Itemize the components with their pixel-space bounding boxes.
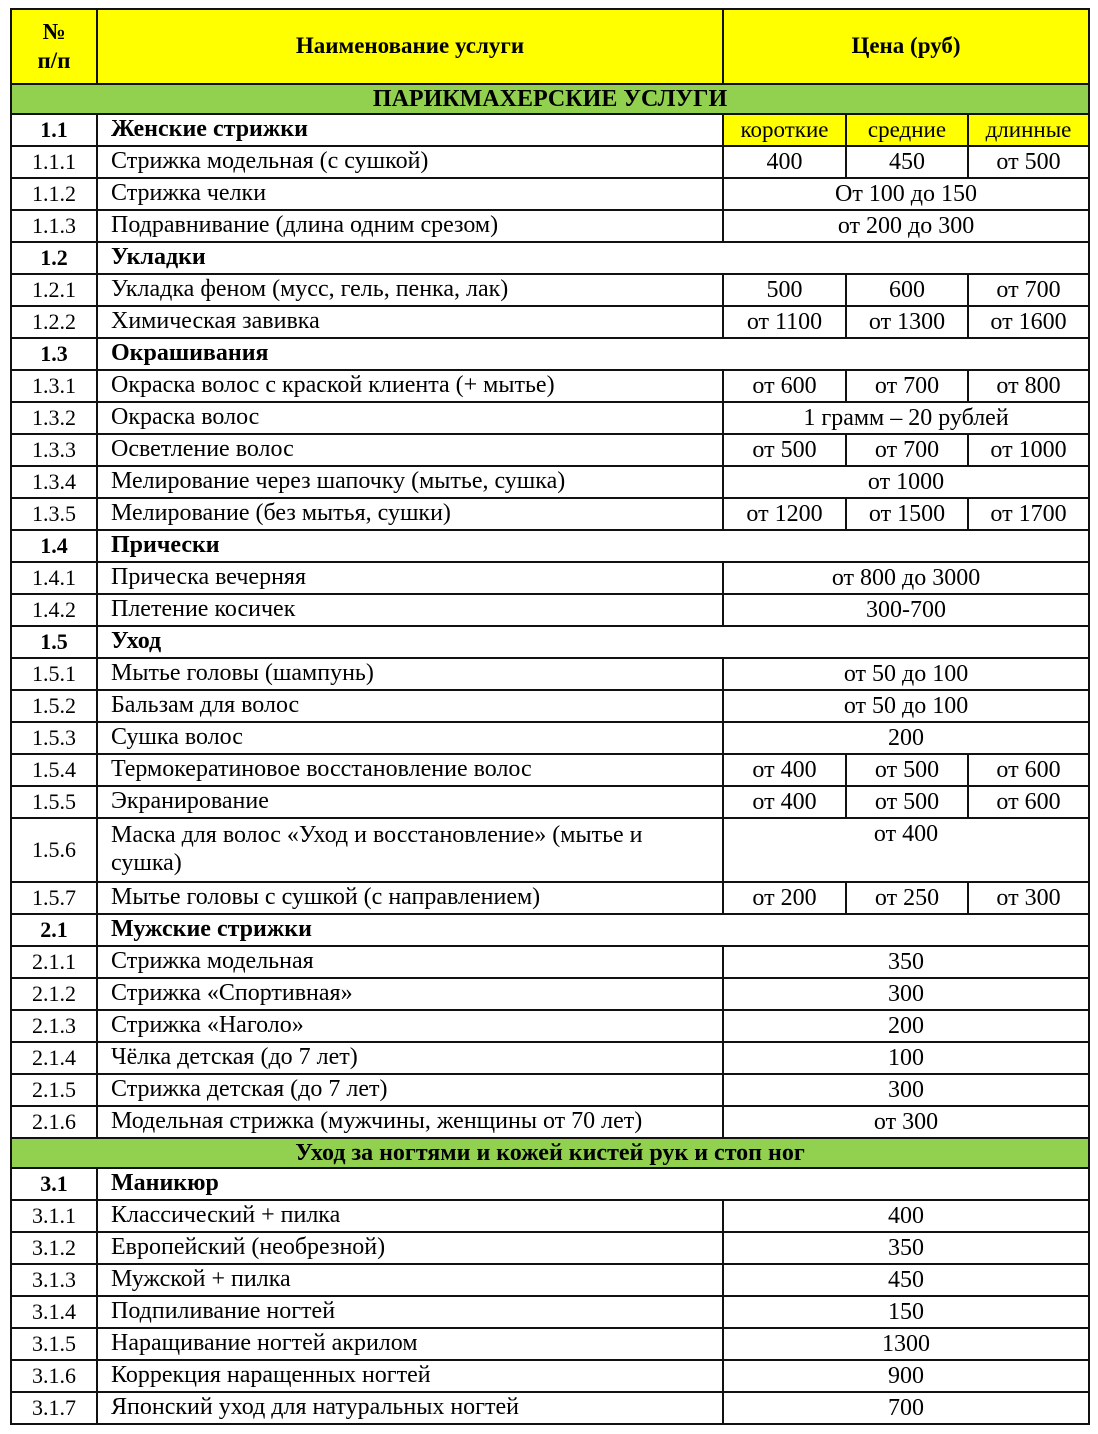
category-row xyxy=(11,1168,1089,1200)
header-num-bottom: п/п xyxy=(37,47,71,73)
price-cell: от 1000 xyxy=(968,434,1089,466)
row-num: 3.1.7 xyxy=(11,1392,97,1424)
hair-length-subheader: средние xyxy=(846,114,968,146)
service-row xyxy=(11,658,1089,690)
service-row xyxy=(11,1200,1089,1232)
price-cell: от 500 xyxy=(723,434,846,466)
service-row xyxy=(11,882,1089,914)
hair-length-subheader: короткие xyxy=(723,114,846,146)
service-name: Модельная стрижка (мужчины, женщины от 70 лет) xyxy=(97,1106,723,1138)
service-name: Химическая завивка xyxy=(97,306,723,338)
row-num: 3.1.1 xyxy=(11,1200,97,1232)
price-cell: от 1300 xyxy=(846,306,968,338)
price-cell: от 400 xyxy=(723,818,1089,882)
category-name: Женские стрижки xyxy=(97,114,723,146)
price-cell: от 500 xyxy=(846,754,968,786)
price-cell: от 250 xyxy=(846,882,968,914)
service-row xyxy=(11,1392,1089,1424)
section-header: Уход за ногтями и кожей кистей рук и стоп ног xyxy=(11,1138,1089,1168)
price-cell: от 300 xyxy=(723,1106,1089,1138)
service-row xyxy=(11,1360,1089,1392)
row-num: 3.1.3 xyxy=(11,1264,97,1296)
service-name: Чёлка детская (до 7 лет) xyxy=(97,1042,723,1074)
service-name: Окраска волос с краской клиента (+ мытье) xyxy=(97,370,723,402)
row-num: 2.1.5 xyxy=(11,1074,97,1106)
category-name: Мужские стрижки xyxy=(97,914,1089,946)
price-cell: от 500 xyxy=(968,146,1089,178)
row-num: 2.1.1 xyxy=(11,946,97,978)
price-cell: 500 xyxy=(723,274,846,306)
row-num: 1.2 xyxy=(11,242,97,274)
price-cell: 300 xyxy=(723,1074,1089,1106)
price-cell: от 1600 xyxy=(968,306,1089,338)
category-name: Окрашивания xyxy=(97,338,1089,370)
service-row xyxy=(11,978,1089,1010)
price-cell: от 500 xyxy=(846,786,968,818)
service-row xyxy=(11,210,1089,242)
header-row xyxy=(11,9,1089,84)
hair-length-subheader: длинные xyxy=(968,114,1089,146)
category-row xyxy=(11,914,1089,946)
price-cell: 600 xyxy=(846,274,968,306)
price-cell: 1300 xyxy=(723,1328,1089,1360)
price-cell: 700 xyxy=(723,1392,1089,1424)
service-row xyxy=(11,306,1089,338)
service-name: Стрижка детская (до 7 лет) xyxy=(97,1074,723,1106)
price-cell: 400 xyxy=(723,146,846,178)
service-name: Стрижка «Наголо» xyxy=(97,1010,723,1042)
service-name: Мелирование через шапочку (мытье, сушка) xyxy=(97,466,723,498)
service-name: Мелирование (без мытья, сушки) xyxy=(97,498,723,530)
service-name: Термокератиновое восстановление волос xyxy=(97,754,723,786)
row-num: 1.3 xyxy=(11,338,97,370)
section-header: ПАРИКМАХЕРСКИЕ УСЛУГИ xyxy=(11,84,1089,114)
row-num: 1.3.1 xyxy=(11,370,97,402)
price-cell: 300-700 xyxy=(723,594,1089,626)
row-num: 2.1 xyxy=(11,914,97,946)
service-row xyxy=(11,594,1089,626)
row-num: 1.3.4 xyxy=(11,466,97,498)
price-cell: 200 xyxy=(723,1010,1089,1042)
service-name: Наращивание ногтей акрилом xyxy=(97,1328,723,1360)
price-cell: 900 xyxy=(723,1360,1089,1392)
service-row xyxy=(11,1232,1089,1264)
price-cell: от 600 xyxy=(723,370,846,402)
section-row xyxy=(11,84,1089,114)
price-cell: от 1700 xyxy=(968,498,1089,530)
service-row xyxy=(11,274,1089,306)
price-cell: от 800 до 3000 xyxy=(723,562,1089,594)
service-row xyxy=(11,1264,1089,1296)
price-cell: 100 xyxy=(723,1042,1089,1074)
price-table xyxy=(10,8,1090,1425)
row-num: 1.4.1 xyxy=(11,562,97,594)
price-cell: 150 xyxy=(723,1296,1089,1328)
row-num: 1.5 xyxy=(11,626,97,658)
category-row xyxy=(11,114,1089,146)
row-num: 1.4 xyxy=(11,530,97,562)
price-cell: 1 грамм – 20 рублей xyxy=(723,402,1089,434)
row-num: 3.1.2 xyxy=(11,1232,97,1264)
row-num: 1.5.1 xyxy=(11,658,97,690)
service-name: Мытье головы (шампунь) xyxy=(97,658,723,690)
header-price: Цена (руб) xyxy=(723,9,1089,84)
price-cell: от 1100 xyxy=(723,306,846,338)
category-name: Уход xyxy=(97,626,1089,658)
price-cell: от 700 xyxy=(968,274,1089,306)
service-row xyxy=(11,1010,1089,1042)
row-num: 1.5.4 xyxy=(11,754,97,786)
service-name: Подпиливание ногтей xyxy=(97,1296,723,1328)
row-num: 1.1 xyxy=(11,114,97,146)
price-table-body xyxy=(11,84,1089,1424)
row-num: 3.1.4 xyxy=(11,1296,97,1328)
category-name: Укладки xyxy=(97,242,1089,274)
price-cell: 450 xyxy=(846,146,968,178)
service-name: Стрижка «Спортивная» xyxy=(97,978,723,1010)
row-num: 2.1.3 xyxy=(11,1010,97,1042)
service-name: Стрижка челки xyxy=(97,178,723,210)
row-num: 1.3.3 xyxy=(11,434,97,466)
row-num: 2.1.6 xyxy=(11,1106,97,1138)
service-name: Стрижка модельная xyxy=(97,946,723,978)
service-name: Подравнивание (длина одним срезом) xyxy=(97,210,723,242)
price-cell: от 600 xyxy=(968,754,1089,786)
category-name: Прически xyxy=(97,530,1089,562)
price-cell: 450 xyxy=(723,1264,1089,1296)
header-num xyxy=(11,9,97,84)
row-num: 1.2.1 xyxy=(11,274,97,306)
service-name: Стрижка модельная (с сушкой) xyxy=(97,146,723,178)
service-name: Мытье головы с сушкой (с направлением) xyxy=(97,882,723,914)
price-cell: от 600 xyxy=(968,786,1089,818)
service-row xyxy=(11,466,1089,498)
service-row xyxy=(11,434,1089,466)
price-cell: от 1000 xyxy=(723,466,1089,498)
service-name: Укладка феном (мусс, гель, пенка, лак) xyxy=(97,274,723,306)
row-num: 1.1.1 xyxy=(11,146,97,178)
row-num: 2.1.4 xyxy=(11,1042,97,1074)
service-row xyxy=(11,402,1089,434)
price-cell: от 700 xyxy=(846,370,968,402)
price-cell: от 50 до 100 xyxy=(723,658,1089,690)
header-service-name: Наименование услуги xyxy=(97,9,723,84)
price-cell: от 1200 xyxy=(723,498,846,530)
service-name: Маска для волос «Уход и восстановление» (мытье и сушка) xyxy=(97,818,723,882)
service-row xyxy=(11,1042,1089,1074)
row-num: 1.2.2 xyxy=(11,306,97,338)
service-row xyxy=(11,146,1089,178)
service-row xyxy=(11,754,1089,786)
service-name: Бальзам для волос xyxy=(97,690,723,722)
price-cell: от 400 xyxy=(723,786,846,818)
price-cell: от 400 xyxy=(723,754,846,786)
row-num: 1.1.2 xyxy=(11,178,97,210)
service-row xyxy=(11,818,1089,882)
row-num: 1.3.5 xyxy=(11,498,97,530)
header-num-top: № xyxy=(42,18,66,44)
price-cell: от 200 xyxy=(723,882,846,914)
price-cell: от 700 xyxy=(846,434,968,466)
service-name: Окраска волос xyxy=(97,402,723,434)
service-name: Плетение косичек xyxy=(97,594,723,626)
price-cell: от 300 xyxy=(968,882,1089,914)
row-num: 2.1.2 xyxy=(11,978,97,1010)
service-row xyxy=(11,1328,1089,1360)
price-cell: от 1500 xyxy=(846,498,968,530)
price-cell: 200 xyxy=(723,722,1089,754)
service-row xyxy=(11,722,1089,754)
category-row xyxy=(11,626,1089,658)
row-num: 3.1.5 xyxy=(11,1328,97,1360)
service-name: Осветление волос xyxy=(97,434,723,466)
service-row xyxy=(11,690,1089,722)
price-cell: 350 xyxy=(723,946,1089,978)
service-name: Коррекция наращенных ногтей xyxy=(97,1360,723,1392)
service-row xyxy=(11,498,1089,530)
row-num: 3.1 xyxy=(11,1168,97,1200)
service-row xyxy=(11,1106,1089,1138)
service-name: Японский уход для натуральных ногтей xyxy=(97,1392,723,1424)
category-row xyxy=(11,338,1089,370)
row-num: 1.5.2 xyxy=(11,690,97,722)
service-name: Прическа вечерняя xyxy=(97,562,723,594)
service-row xyxy=(11,1296,1089,1328)
service-row xyxy=(11,562,1089,594)
section-row xyxy=(11,1138,1089,1168)
price-cell: 400 xyxy=(723,1200,1089,1232)
service-row xyxy=(11,1074,1089,1106)
service-name: Сушка волос xyxy=(97,722,723,754)
price-cell: 350 xyxy=(723,1232,1089,1264)
row-num: 1.5.3 xyxy=(11,722,97,754)
category-row xyxy=(11,530,1089,562)
service-row xyxy=(11,786,1089,818)
price-cell: от 50 до 100 xyxy=(723,690,1089,722)
service-name: Европейский (необрезной) xyxy=(97,1232,723,1264)
category-row xyxy=(11,242,1089,274)
row-num: 1.5.6 xyxy=(11,818,97,882)
service-name: Классический + пилка xyxy=(97,1200,723,1232)
price-cell: от 200 до 300 xyxy=(723,210,1089,242)
price-cell: 300 xyxy=(723,978,1089,1010)
row-num: 1.5.5 xyxy=(11,786,97,818)
service-row xyxy=(11,178,1089,210)
row-num: 3.1.6 xyxy=(11,1360,97,1392)
row-num: 1.1.3 xyxy=(11,210,97,242)
service-name: Экранирование xyxy=(97,786,723,818)
service-row xyxy=(11,370,1089,402)
row-num: 1.4.2 xyxy=(11,594,97,626)
price-cell: от 800 xyxy=(968,370,1089,402)
price-list-page xyxy=(0,8,1098,1434)
row-num: 1.3.2 xyxy=(11,402,97,434)
price-cell: От 100 до 150 xyxy=(723,178,1089,210)
service-name: Мужской + пилка xyxy=(97,1264,723,1296)
category-name: Маникюр xyxy=(97,1168,1089,1200)
service-row xyxy=(11,946,1089,978)
row-num: 1.5.7 xyxy=(11,882,97,914)
